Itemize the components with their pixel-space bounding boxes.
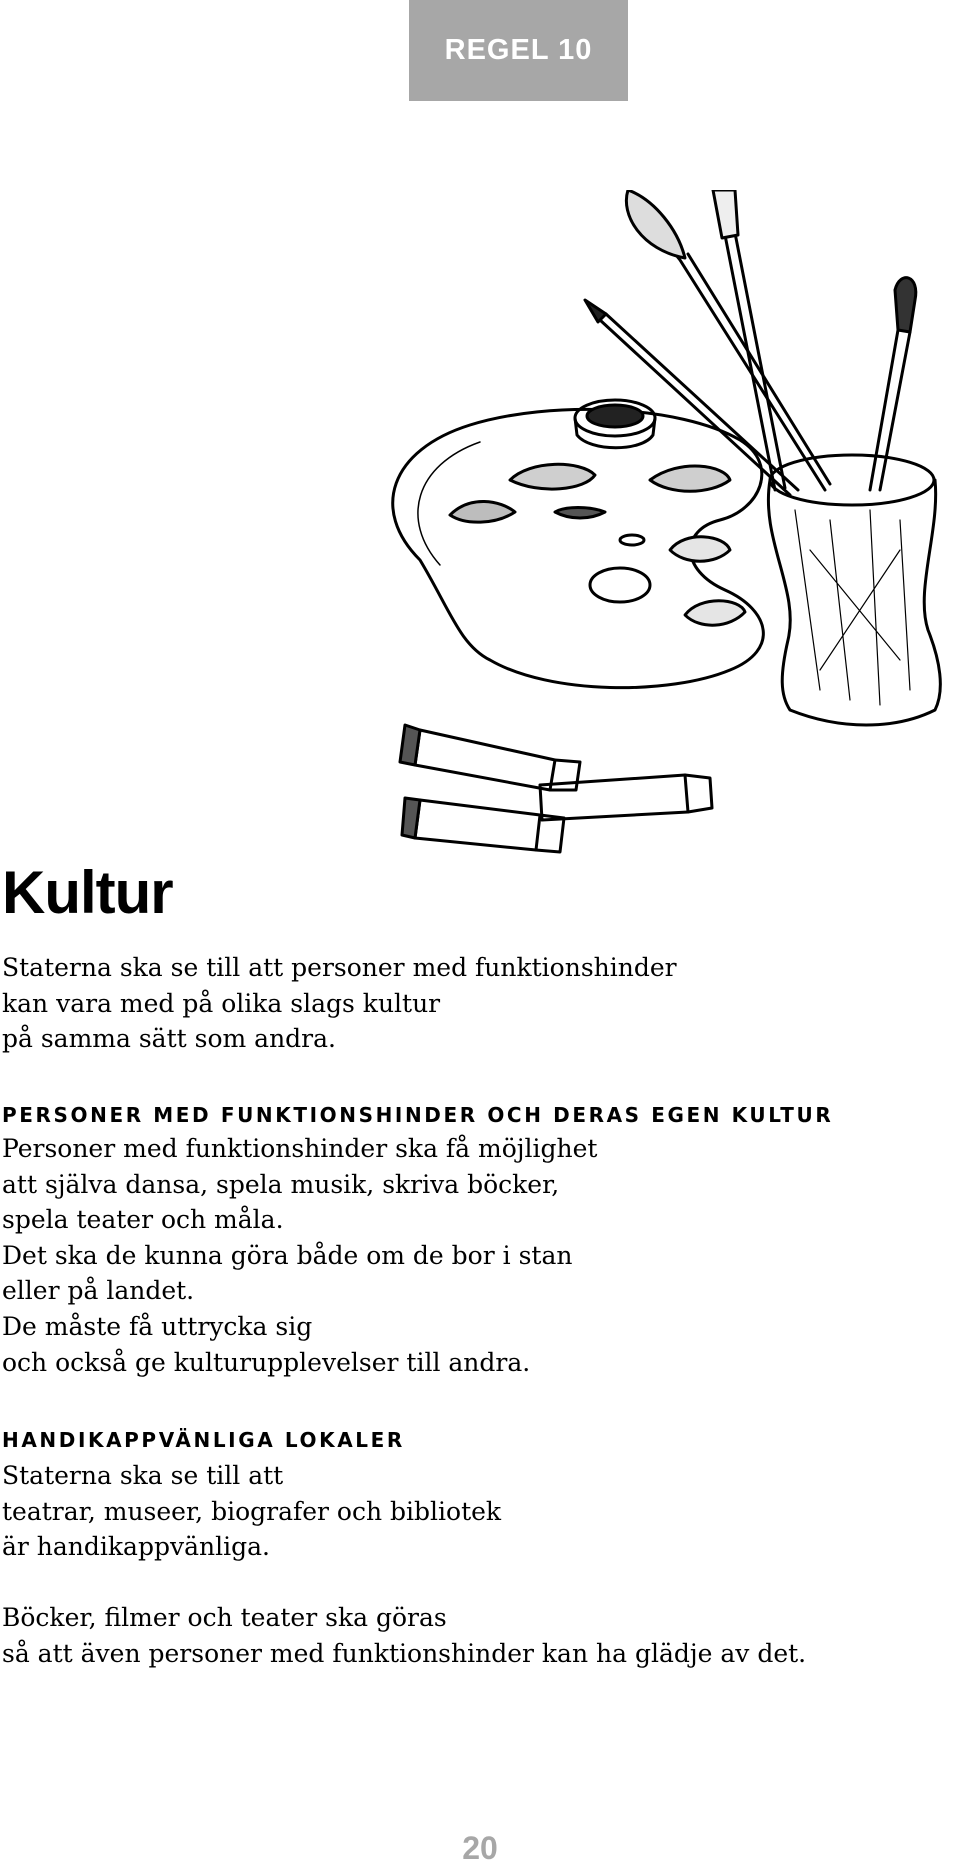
- section1-line: att själva dansa, spela musik, skriva böcker,: [2, 1169, 560, 1199]
- page-title: Kultur: [2, 859, 173, 926]
- closing-line: Böcker, filmer och teater ska göras: [2, 1603, 447, 1632]
- rule-tab: [409, 0, 628, 101]
- section1-line: eller på landet.: [2, 1276, 195, 1306]
- section2-line: teatrar, museer, biografer och bibliotek: [2, 1496, 502, 1526]
- palette-and-brushes-icon: [380, 190, 960, 880]
- intro-paragraph: [2, 950, 677, 1057]
- section1-line: Personer med funktionshinder ska få möjlighet: [2, 1134, 598, 1163]
- paint-tube-3: [415, 800, 540, 850]
- section2-line: är handikappvänliga.: [2, 1532, 270, 1562]
- section-heading-accessible-venues: HANDIKAPPVÄNLIGA LOKALER: [2, 1428, 405, 1452]
- paint-tube-2: [540, 775, 688, 820]
- section1-line: De måste få uttrycka sig: [2, 1311, 313, 1341]
- intro-line: kan vara med på olika slags kultur: [2, 988, 441, 1018]
- intro-line: Staterna ska se till att personer med funktionshinder: [2, 953, 677, 982]
- section1-line: spela teater och måla.: [2, 1205, 284, 1235]
- intro-line: på samma sätt som andra.: [2, 1024, 336, 1054]
- section2-line: Staterna ska se till att: [2, 1461, 284, 1490]
- paint-tube-1: [415, 730, 555, 790]
- section1-line: och också ge kulturupplevelser till andra.: [2, 1347, 531, 1377]
- section1-paragraph: [2, 1131, 597, 1380]
- rule-label: REGEL 10: [444, 34, 593, 66]
- section-heading-own-culture: PERSONER MED FUNKTIONSHINDER OCH DERAS EGEN KULTUR: [2, 1103, 834, 1127]
- closing-line: så att även personer med funktionshinder kan ha glädje av det.: [2, 1638, 807, 1668]
- section1-line: Det ska de kunna göra både om de bor i stan: [2, 1240, 573, 1270]
- section2-paragraph: [2, 1458, 501, 1565]
- page-number: 20: [462, 1830, 498, 1866]
- brush-jar: [768, 480, 940, 725]
- brush-4: [870, 330, 910, 490]
- closing-paragraph: [2, 1600, 806, 1671]
